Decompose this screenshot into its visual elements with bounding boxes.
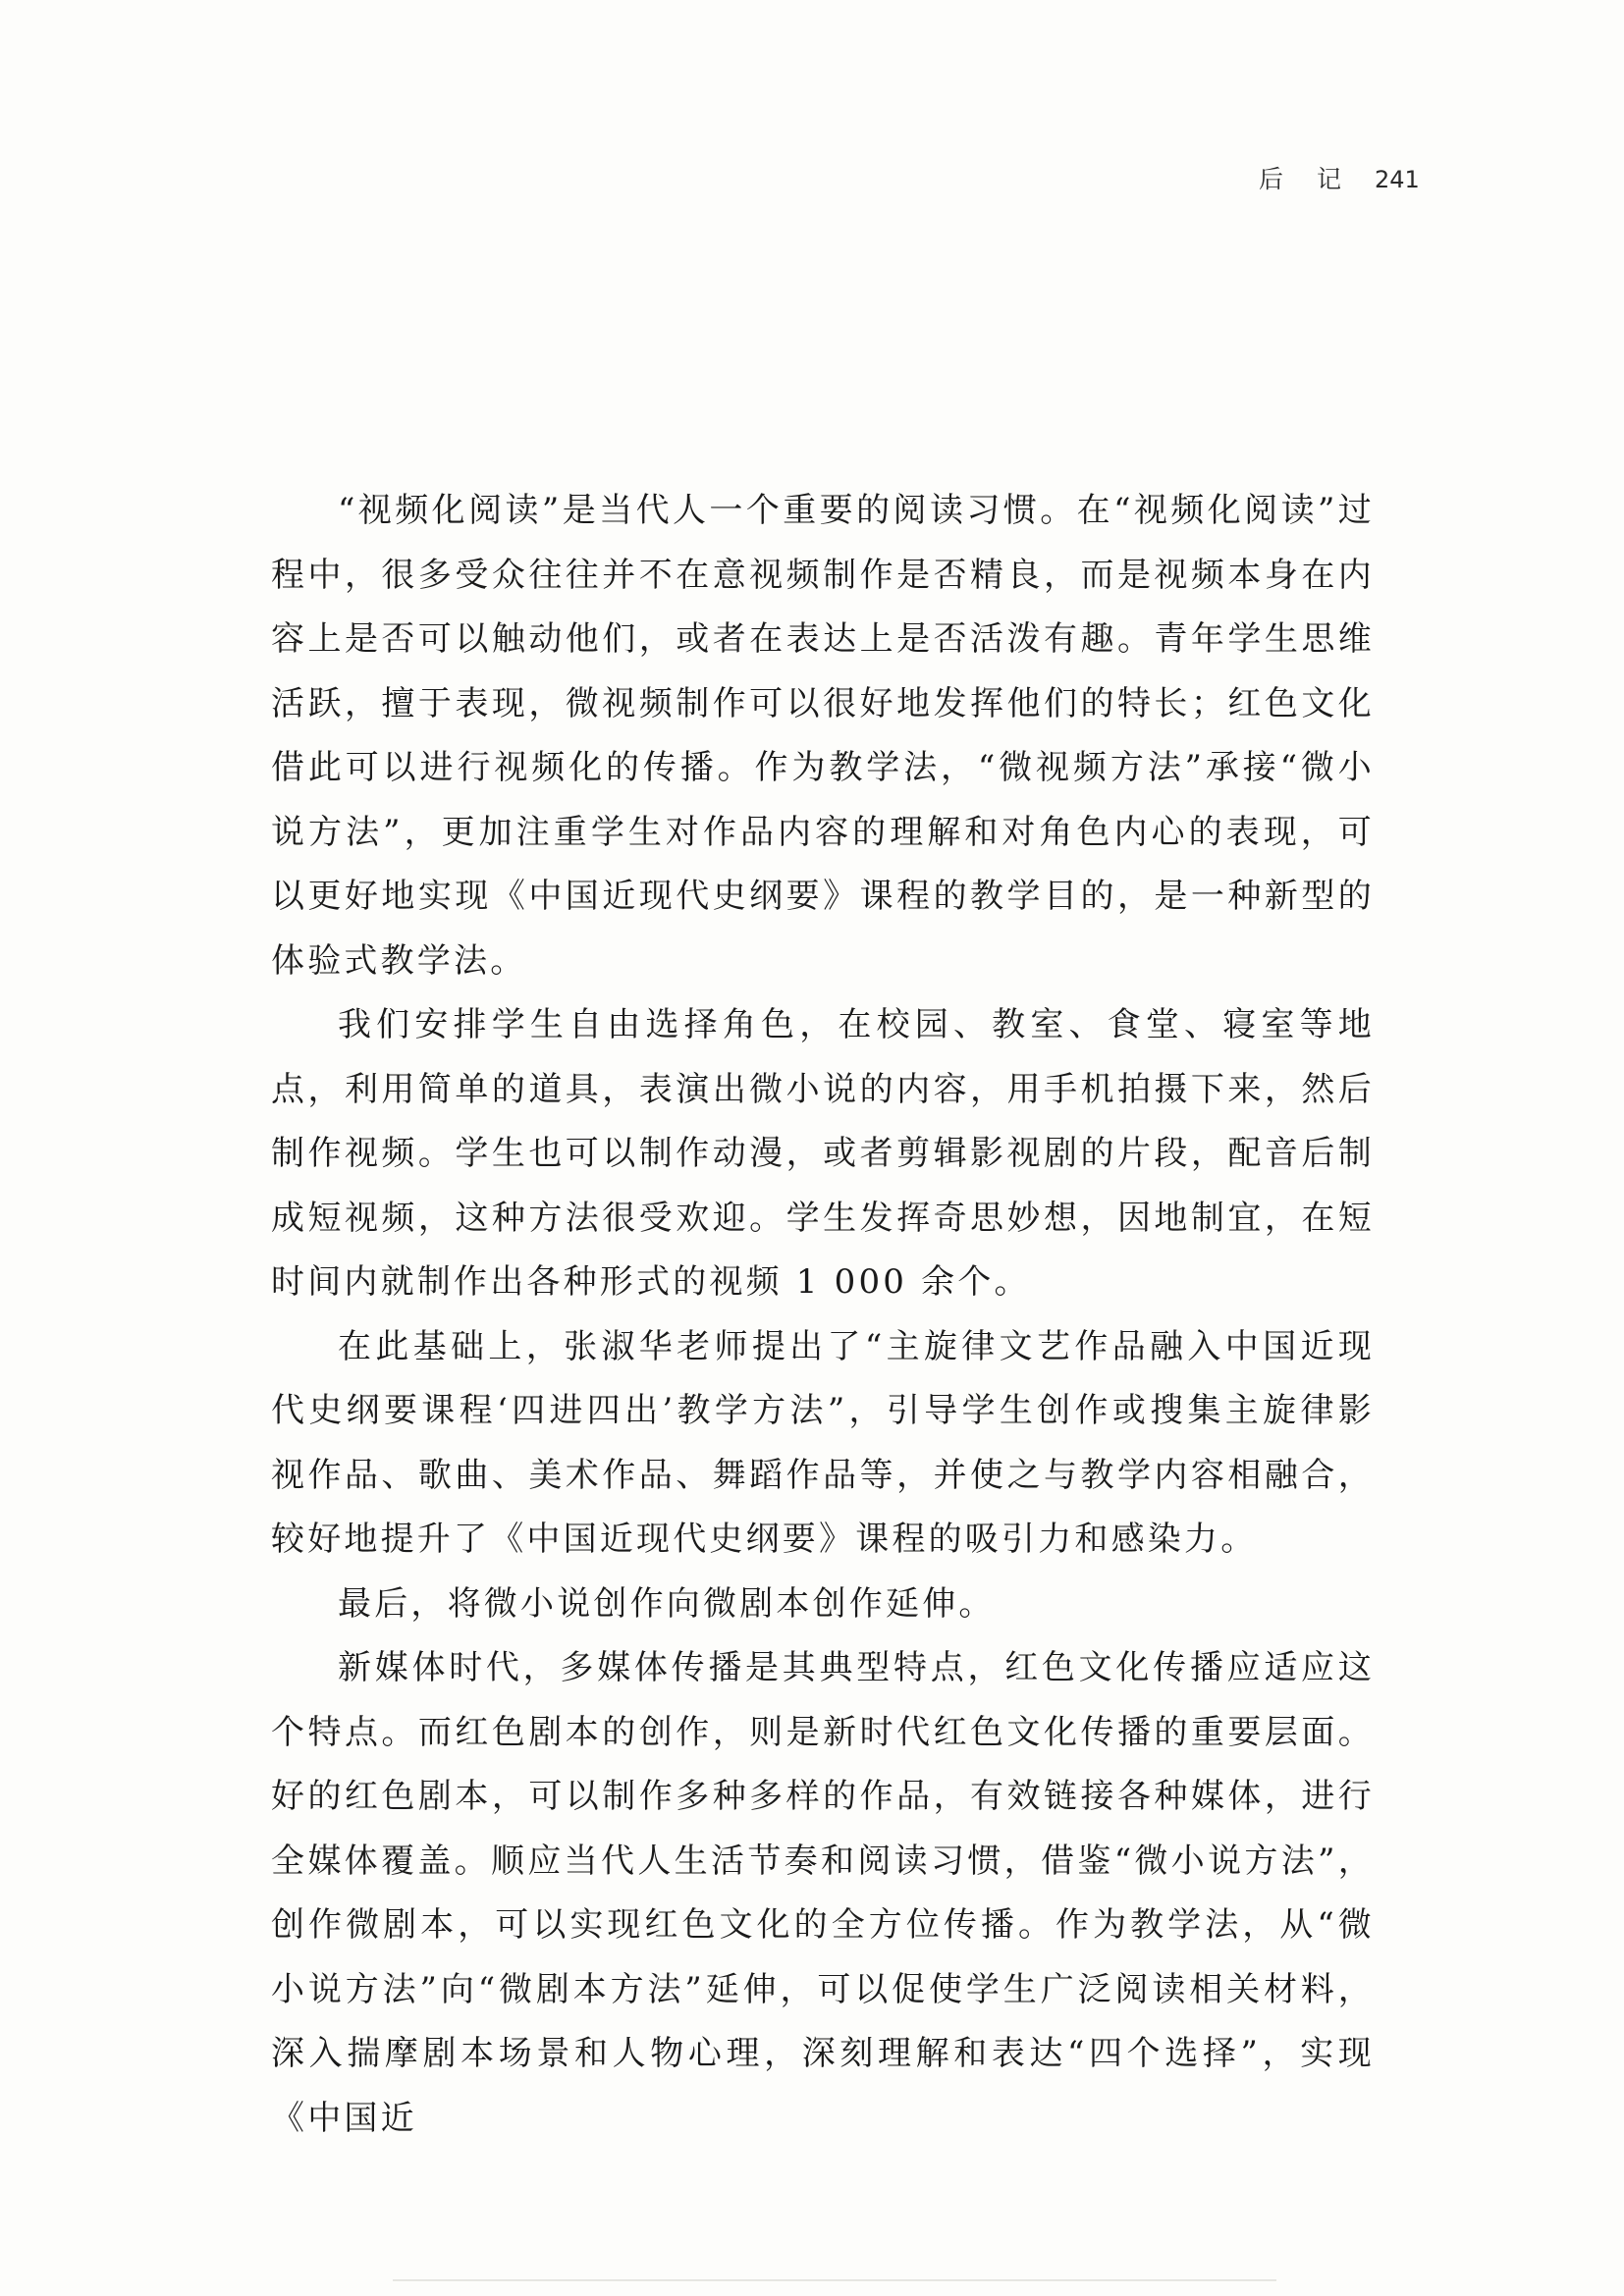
page-bottom-edge xyxy=(393,2279,1276,2281)
paragraph: 新媒体时代，多媒体传播是其典型特点，红色文化传播应适应这个特点。而红色剧本的创作，则是新时代红色文化传播的重要层面。好的红色剧本，可以制作多种多样的作品，有效链接各种媒体，进行全媒体覆盖。顺应当代人生活节奏和阅读习惯，借鉴“微小说方法”，创作微剧本，可以实现红色文化的全方位传播。作为教学法，从“微小说方法”向“微剧本方法”延伸，可以促使学生广泛阅读相关材料，深入揣摩剧本场景和人物心理，深刻理解和表达“四个选择”，实现《中国近 xyxy=(271,1648,1375,2138)
paragraph: 在此基础上，张淑华老师提出了“主旋律文艺作品融入中国近现代史纲要课程‘四进四出’教学方法”，引导学生创作或搜集主旋律影视作品、歌曲、美术作品、舞蹈作品等，并使之与教学内容相融合，较好地提升了《中国近现代史纲要》课程的吸引力和感染力。 xyxy=(271,1326,1375,1559)
body-text xyxy=(271,479,1375,2151)
paragraph: 最后，将微小说创作向微剧本创作延伸。 xyxy=(338,1583,996,1624)
page-number: 241 xyxy=(1375,166,1420,193)
section-title: 后记 xyxy=(1259,165,1376,193)
running-header xyxy=(1259,160,1420,195)
paragraph: 我们安排学生自由选择角色，在校园、教室、食堂、寝室等地点，利用简单的道具，表演出微小说的内容，用手机拍摄下来，然后制作视频。学生也可以制作动漫，或者剪辑影视剧的片段，配音后制成短视频，这种方法很受欢迎。学生发挥奇思妙想，因地制宜，在短时间内就制作出各种形式的视频 1 000 余个。 xyxy=(271,1005,1375,1302)
paragraph: “视频化阅读”是当代人一个重要的阅读习惯。在“视频化阅读”过程中，很多受众往往并不在意视频制作是否精良，而是视频本身在内容上是否可以触动他们，或者在表达上是否活泼有趣。青年学生思维活跃，擅于表现，微视频制作可以很好地发挥他们的特长；红色文化借此可以进行视频化的传播。作为教学法，“微视频方法”承接“微小说方法”，更加注重学生对作品内容的理解和对角色内心的表现，可以更好地实现《中国近现代史纲要》课程的教学目的，是一种新型的体验式教学法。 xyxy=(271,491,1375,981)
